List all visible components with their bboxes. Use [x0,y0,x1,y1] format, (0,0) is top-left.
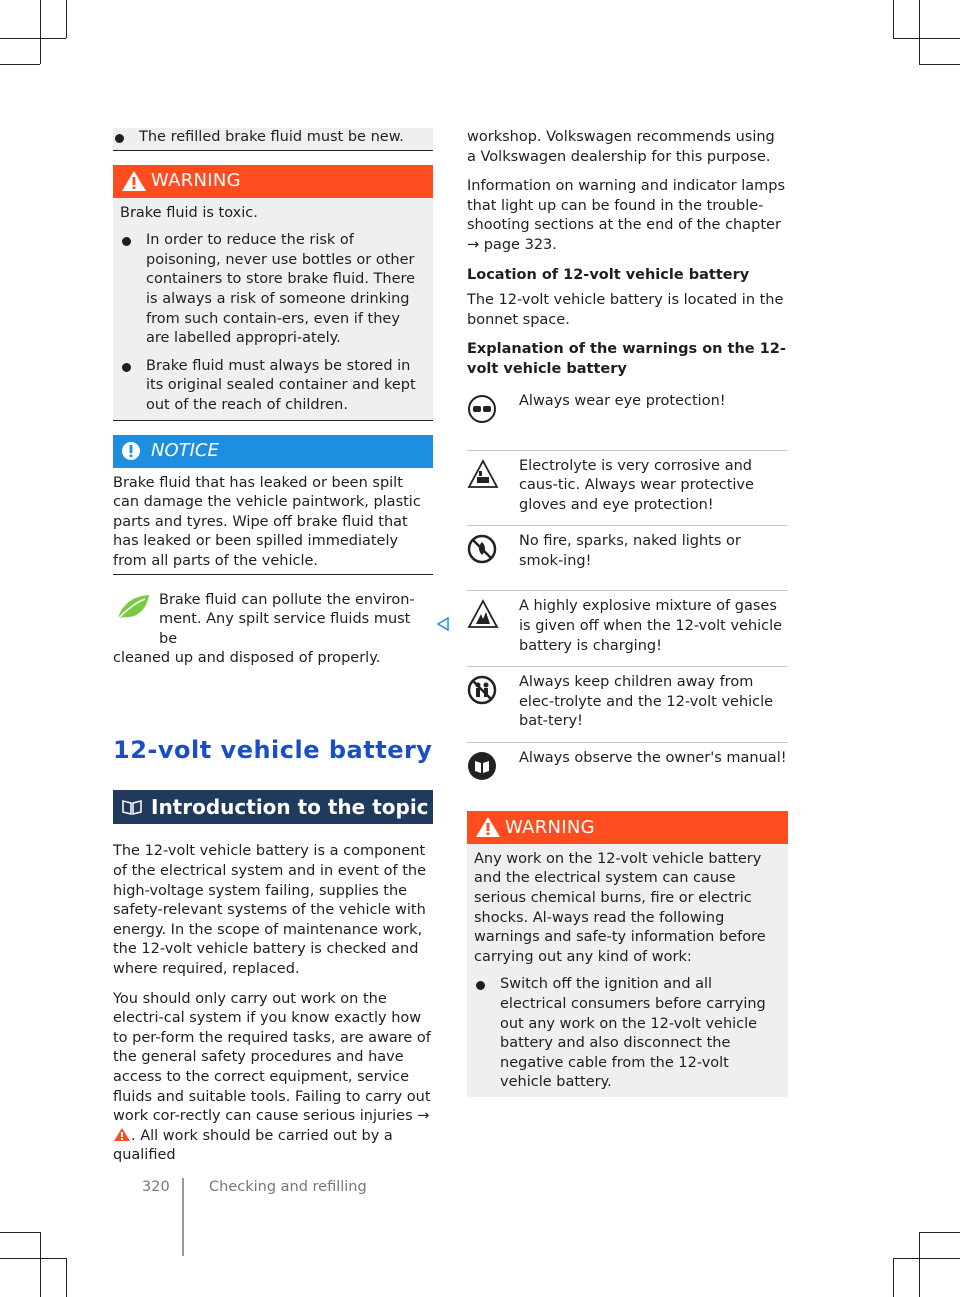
symbol-row [467,667,788,743]
ref-arrow-icon: → [467,236,480,253]
crop-mark [0,1258,66,1259]
warning-bullet: Brake fluid must always be stored in its original sealed container and kept out of the reach of children. [120,357,426,416]
symbol-text: Electrolyte is very corrosive and caus-tic. Always wear protective gloves and eye protection! [519,457,754,513]
work-paragraph [113,990,433,1166]
warning-label: WARNING [151,170,241,192]
intro-paragraph: The 12-volt vehicle battery is a component of the electrical system and in event of the high-voltage system failing, supplies the safety-relevant systems of the vehicle with energy. In the scope of maintenance work, the 12-volt vehicle battery is checked and where required, replaced. [113,843,427,978]
no-fire-icon [467,534,497,564]
intro-label: Introduction to the topic [151,794,429,819]
crop-mark [893,1258,960,1259]
crop-mark [0,1232,40,1233]
notice-body [113,468,433,575]
explosive-icon [467,599,499,629]
symbol-text: Always observe the owner's manual! [519,749,787,766]
page-reference: page 323. [483,236,557,253]
environment-line: Brake fluid can pollute the environ- [159,591,415,608]
environment-note [113,587,433,669]
crop-mark [40,0,41,64]
location-text: The 12-volt vehicle battery is located in the bonnet space. [467,292,784,328]
warning-body [467,844,788,1097]
symbol-row [467,526,788,591]
intro-header [113,790,433,824]
crop-mark [919,64,960,65]
eye-protection-icon [467,394,497,424]
warning-header [113,165,433,198]
right-column [467,128,788,1097]
open-book-icon [121,798,143,816]
notice-text: Brake fluid that has leaked or been spilt can damage the vehicle paintwork, plastic parts and tyres. Wipe off brake fluid that has leaked or been spilled immediately from all parts of the vehicle. [113,474,421,569]
info-text: Information on warning and indicator lamps that light up can be found in the trouble-shooting sections at the end of the chapter [467,178,786,234]
notice-label: NOTICE [151,440,219,462]
workshop-paragraph: workshop. Volkswagen recommends using a Volkswagen dealership for this purpose. [467,129,775,165]
warning-intro: Brake fluid is toxic. [120,204,258,221]
warning-symbol-list [467,386,788,807]
end-of-section-icon [436,617,450,631]
symbol-text: Always keep children away from elec-trolyte and the 12-volt vehicle bat-tery! [519,674,774,730]
crop-mark [893,38,960,39]
crop-mark [893,1258,894,1297]
refill-note [113,128,433,151]
info-paragraph [467,177,788,255]
symbol-row [467,743,788,807]
crop-mark [40,1232,41,1297]
symbol-row [467,386,788,451]
left-column [113,128,433,1166]
crop-mark [919,1232,960,1233]
notice-exclamation-icon [121,441,141,461]
work-paragraph-tail: . All work should be carried out by a qualified [113,1127,393,1164]
notice-header [113,435,433,468]
warning-intro: Any work on the 12-volt vehicle battery and the electrical system can cause serious chemical burns, fire or electric shocks. Al-ways read the following warnings and safe-ty information before carrying out any kind of work: [474,850,766,965]
symbol-text: A highly explosive mixture of gases is given off when the 12-volt vehicle battery is charging! [519,598,783,654]
warning-box [467,811,788,1097]
crop-mark [0,38,66,39]
symbol-row [467,451,788,527]
warning-box [113,165,433,421]
symbol-text: No fire, sparks, naked lights or smok-ing! [519,533,741,569]
work-paragraph-text: You should only carry out work on the electri-cal system if you know exactly how to per-form the required tasks, are aware of the general safety procedures and have access to the correct equipment, service fluids and suitable tools. Failing to carry out work cor-rectly can cause serious injuries [113,990,431,1125]
warning-triangle-icon [121,170,147,192]
bullet-text: The refilled brake fluid must be new. [113,128,427,148]
crop-mark [919,0,920,64]
warning-ref-icon [113,1127,131,1142]
explanation-heading: Explanation of the warnings on the 12-volt vehicle battery [467,341,786,377]
ref-arrow-icon: → [417,1108,430,1125]
footer-divider [182,1178,184,1256]
warning-triangle-icon [475,816,501,838]
crop-mark [893,0,894,38]
page-number: 320 [142,1179,170,1195]
symbol-text: Always wear eye protection! [519,392,726,409]
leaf-icon [115,593,151,621]
warning-bullet: In order to reduce the risk of poisoning, never use bottles or other containers to store brake fluid. There is always a risk of someone drinking from such contain-ers, even if they are labelled appropri-ately. [120,231,426,349]
location-heading: Location of 12-volt vehicle battery [467,266,750,283]
warning-body [113,198,433,421]
warning-label: WARNING [505,816,595,838]
warning-bullet: Switch off the ignition and all electrical consumers before carrying out any work on the 12-volt vehicle battery and also disconnect the negative cable from the 12-volt vehicle battery. [474,975,781,1093]
environment-line: cleaned up and disposed of properly. [113,650,381,667]
crop-mark [66,0,67,38]
crop-mark [919,1232,920,1297]
keep-children-away-icon [467,675,497,705]
crop-mark [0,64,40,65]
notice-box [113,435,433,575]
crop-mark [66,1258,67,1297]
corrosive-icon [467,459,499,489]
warning-header [467,811,788,844]
environment-line: ment. Any spilt service fluids must be [159,611,411,647]
section-title: 12-volt vehicle battery [113,735,433,764]
owners-manual-icon [467,751,497,781]
chapter-title: Checking and refilling [209,1179,367,1195]
symbol-row [467,591,788,667]
